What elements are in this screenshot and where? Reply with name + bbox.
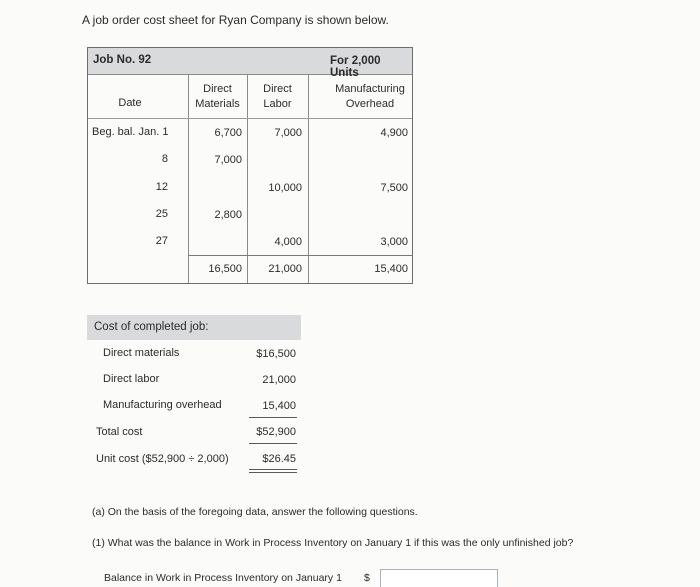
question-1-text: (1) What was the balance in Work in Process Inventory on January 1 if this was the only unfinished job? xyxy=(92,537,574,549)
col-header-date: Date xyxy=(118,97,142,109)
intro-text: A job order cost sheet for Ryan Company is shown below. xyxy=(82,13,389,27)
col-header-dm-1: Direct xyxy=(203,83,232,95)
cost-mo-value: 15,400 xyxy=(262,400,296,412)
job-number: Job No. 92 xyxy=(93,54,152,66)
col-header-dl-1: Direct xyxy=(263,83,292,95)
currency-symbol: $ xyxy=(364,572,370,584)
part-a-text: (a) On the basis of the foregoing data, answer the following questions. xyxy=(92,506,418,518)
row-date: 25 xyxy=(155,208,168,220)
total-rule xyxy=(249,443,297,444)
row-mo: 4,900 xyxy=(380,127,408,139)
col-header-mo-2: Overhead xyxy=(345,98,395,110)
row-date: 27 xyxy=(155,235,168,247)
header-rule xyxy=(88,118,412,119)
cost-mo-label: Manufacturing overhead xyxy=(103,399,222,411)
col-header-dl-2: Labor xyxy=(263,98,292,110)
row-date: Beg. bal. Jan. 1 xyxy=(92,126,169,138)
wip-balance-input[interactable] xyxy=(380,569,498,587)
totals-rule xyxy=(188,255,412,256)
total-cost-value: $52,900 xyxy=(256,426,296,438)
cost-header xyxy=(87,315,301,340)
col-header-dm-2: Materials xyxy=(195,98,240,110)
total-cost-label: Total cost xyxy=(96,426,143,438)
total-dm: 16,500 xyxy=(208,263,242,275)
row-mo: 3,000 xyxy=(380,236,408,248)
unit-cost-value: $26.45 xyxy=(262,453,296,465)
row-dm: 7,000 xyxy=(214,154,242,166)
subtotal-rule xyxy=(249,417,297,418)
cost-header-label: Cost of completed job: xyxy=(94,321,209,333)
cost-dm-value: $16,500 xyxy=(256,348,296,360)
cost-dl-label: Direct labor xyxy=(103,373,160,385)
row-dl: 4,000 xyxy=(274,236,302,248)
job-cost-sheet xyxy=(87,47,413,284)
row-date: 12 xyxy=(155,181,168,193)
row-dl: 10,000 xyxy=(268,182,302,194)
col-divider xyxy=(308,74,309,283)
answer-label: Balance in Work in Process Inventory on January 1 xyxy=(104,572,342,584)
unit-rule-1 xyxy=(249,469,297,470)
row-dm: 2,800 xyxy=(214,209,242,221)
units-label: For 2,000 Units xyxy=(330,55,381,79)
col-header-mo-1: Manufacturing xyxy=(335,83,405,95)
unit-cost-label: Unit cost ($52,900 ÷ 2,000) xyxy=(96,453,229,465)
sheet-header xyxy=(88,48,412,79)
row-date: 8 xyxy=(161,153,168,165)
unit-rule-2 xyxy=(249,472,297,473)
row-mo: 7,500 xyxy=(380,182,408,194)
row-dl: 7,000 xyxy=(274,127,302,139)
cost-dm-label: Direct materials xyxy=(103,347,180,359)
cost-dl-value: 21,000 xyxy=(262,374,296,386)
row-dm: 6,700 xyxy=(214,127,242,139)
total-dl: 21,000 xyxy=(268,263,302,275)
total-mo: 15,400 xyxy=(374,263,408,275)
